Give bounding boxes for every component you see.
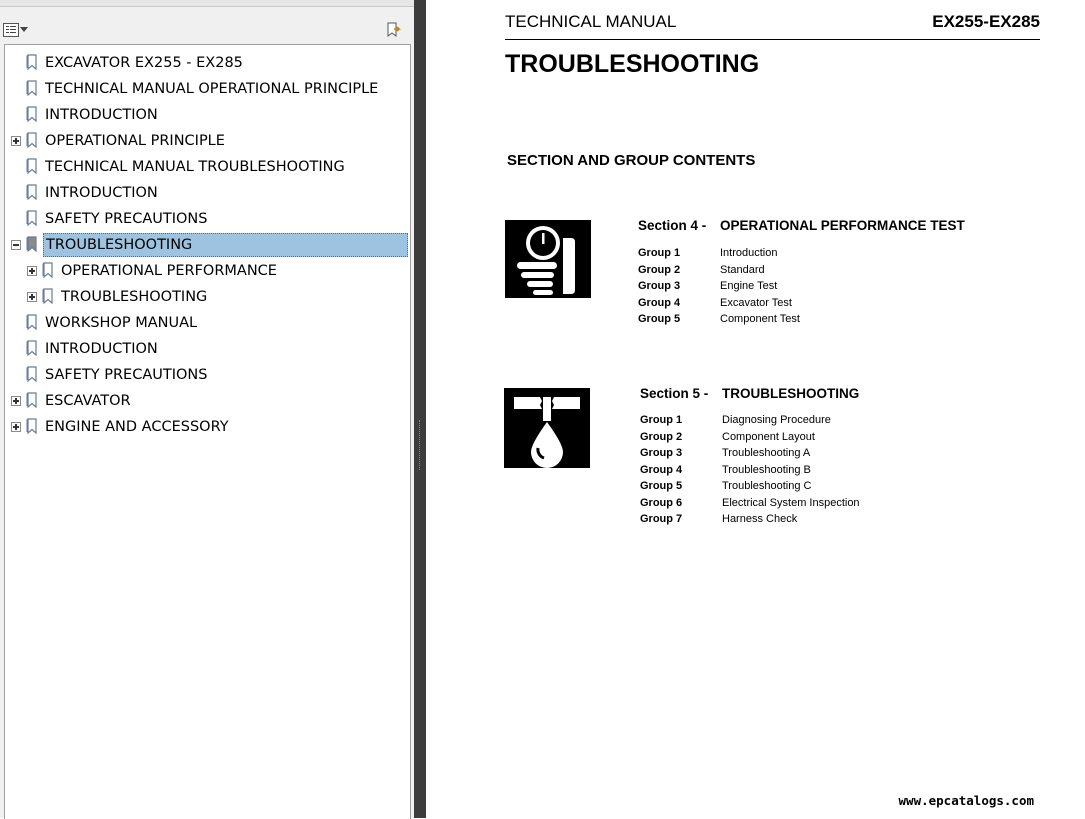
- chevron-down-icon: [20, 27, 28, 32]
- group-number: Group 5: [640, 480, 683, 492]
- bookmark-icon: [26, 366, 38, 382]
- section-4-name: OPERATIONAL PERFORMANCE TEST: [720, 218, 965, 233]
- section-4-title: [638, 218, 965, 233]
- expand-toggle-icon[interactable]: [27, 292, 37, 302]
- bookmark-icon: [42, 288, 54, 304]
- bookmark-tree: [4, 44, 411, 819]
- bookmark-item[interactable]: [5, 311, 408, 335]
- group-name: Introduction: [720, 247, 778, 259]
- bookmark-icon: [26, 158, 38, 174]
- page-title: TROUBLESHOOTING: [505, 50, 760, 78]
- bookmark-icon: [26, 418, 38, 434]
- bookmark-icon: [42, 262, 54, 278]
- group-name: Component Test: [720, 313, 800, 325]
- bookmark-label: INTRODUCTION: [45, 341, 158, 357]
- group-name: Troubleshooting C: [722, 480, 812, 492]
- group-row: [638, 247, 898, 261]
- bookmark-label: OPERATIONAL PRINCIPLE: [45, 133, 225, 149]
- bookmark-item[interactable]: [5, 233, 408, 257]
- bookmark-icon: [26, 54, 38, 70]
- bookmark-item[interactable]: [5, 181, 408, 205]
- pane-splitter[interactable]: [414, 0, 426, 818]
- bookmarks-panel: [0, 0, 414, 818]
- bookmark-item[interactable]: [5, 51, 408, 75]
- bookmark-icon: [26, 340, 38, 356]
- bookmark-item[interactable]: [5, 415, 408, 439]
- bookmark-icon: [26, 106, 38, 122]
- group-number: Group 5: [638, 313, 681, 325]
- group-name: Harness Check: [722, 513, 798, 525]
- bookmark-label: TECHNICAL MANUAL OPERATIONAL PRINCIPLE: [45, 81, 379, 97]
- expand-toggle-icon[interactable]: [27, 266, 37, 276]
- bookmark-item[interactable]: [5, 129, 408, 153]
- bookmark-label: EXCAVATOR EX255 - EX285: [45, 55, 243, 71]
- bookmarks-toolbar: [0, 0, 414, 44]
- group-number: Group 2: [640, 430, 683, 443]
- group-number: Group 7: [640, 513, 683, 525]
- section-4-number: Section 4 -: [638, 218, 707, 233]
- bookmark-label: TROUBLESHOOTING: [61, 289, 208, 305]
- contents-heading: SECTION AND GROUP CONTENTS: [507, 152, 756, 169]
- bookmark-icon: [26, 80, 38, 96]
- expand-bookmark-button[interactable]: [385, 21, 403, 39]
- options-list-icon: [3, 23, 19, 37]
- page-header-left: TECHNICAL MANUAL: [505, 12, 677, 31]
- bookmark-label: TROUBLESHOOTING: [43, 233, 408, 257]
- group-name: Troubleshooting A: [722, 447, 811, 459]
- group-number: Group 4: [640, 463, 683, 476]
- group-name: Diagnosing Procedure: [722, 414, 831, 426]
- group-name: Engine Test: [720, 280, 778, 292]
- bookmark-icon: [26, 210, 38, 226]
- group-row: [638, 313, 898, 327]
- expand-toggle-icon[interactable]: [11, 136, 21, 146]
- group-name: Standard: [720, 263, 765, 276]
- group-name: Electrical System Inspection: [722, 496, 860, 509]
- bookmark-label: SAFETY PRECAUTIONS: [45, 367, 208, 383]
- bookmark-icon: [26, 236, 38, 252]
- bookmark-icon: [26, 314, 38, 330]
- group-name: Troubleshooting B: [722, 463, 811, 476]
- group-name: Excavator Test: [720, 296, 792, 309]
- group-row: [640, 431, 900, 445]
- collapse-toggle-icon[interactable]: [11, 240, 21, 250]
- group-number: Group 3: [638, 280, 681, 292]
- bookmark-icon: [26, 392, 38, 408]
- bookmark-icon: [26, 184, 38, 200]
- bookmark-item[interactable]: [5, 103, 408, 127]
- group-name: Component Layout: [722, 430, 815, 443]
- document-page: [426, 0, 1085, 818]
- group-number: Group 4: [638, 296, 681, 309]
- bookmark-label: OPERATIONAL PERFORMANCE: [61, 263, 277, 279]
- group-row: [640, 464, 900, 478]
- bookmark-label: WORKSHOP MANUAL: [45, 315, 198, 331]
- gauge-hand-icon: [505, 220, 591, 298]
- bookmark-item[interactable]: [5, 155, 408, 179]
- bookmark-label: SAFETY PRECAUTIONS: [45, 211, 208, 227]
- group-number: Group 6: [640, 496, 683, 509]
- bookmark-item[interactable]: [5, 77, 408, 101]
- group-row: [640, 497, 900, 511]
- group-row: [640, 480, 900, 494]
- group-number: Group 1: [640, 414, 683, 426]
- section-5-number: Section 5 -: [640, 386, 709, 401]
- bookmark-label: INTRODUCTION: [45, 185, 158, 201]
- group-number: Group 2: [638, 263, 681, 276]
- bookmark-item[interactable]: [5, 207, 408, 231]
- bookmark-options-button[interactable]: [3, 22, 29, 38]
- bookmark-label: INTRODUCTION: [45, 107, 158, 123]
- bookmark-label: TECHNICAL MANUAL TROUBLESHOOTING: [45, 159, 345, 175]
- group-row: [638, 264, 898, 278]
- group-number: Group 3: [640, 447, 683, 459]
- toolbar-top-strip: [0, 0, 414, 7]
- expand-toggle-icon[interactable]: [11, 396, 21, 406]
- group-number: Group 1: [638, 247, 681, 259]
- splitter-grip[interactable]: [419, 420, 422, 470]
- expand-toggle-icon[interactable]: [11, 422, 21, 432]
- bookmark-icon: [26, 132, 38, 148]
- group-row: [638, 280, 898, 294]
- bookmark-item[interactable]: [5, 337, 408, 361]
- header-rule: [505, 39, 1040, 40]
- bookmark-item[interactable]: [5, 363, 408, 387]
- group-row: [638, 297, 898, 311]
- bookmark-label: ENGINE AND ACCESSORY: [45, 419, 229, 435]
- page-header-right: EX255-EX285: [932, 12, 1040, 31]
- group-row: [640, 447, 900, 461]
- section-5-title: [640, 386, 859, 401]
- section-5-name: TROUBLESHOOTING: [722, 386, 860, 401]
- leak-drop-icon: [504, 388, 590, 468]
- bookmark-item[interactable]: [5, 259, 408, 283]
- group-row: [640, 414, 900, 428]
- watermark: www.epcatalogs.com: [898, 793, 1034, 808]
- bookmark-item[interactable]: [5, 389, 408, 413]
- bookmark-label: ESCAVATOR: [45, 393, 131, 409]
- group-row: [640, 513, 900, 527]
- bookmark-expand-icon: [385, 21, 403, 39]
- bookmark-item[interactable]: [5, 285, 408, 309]
